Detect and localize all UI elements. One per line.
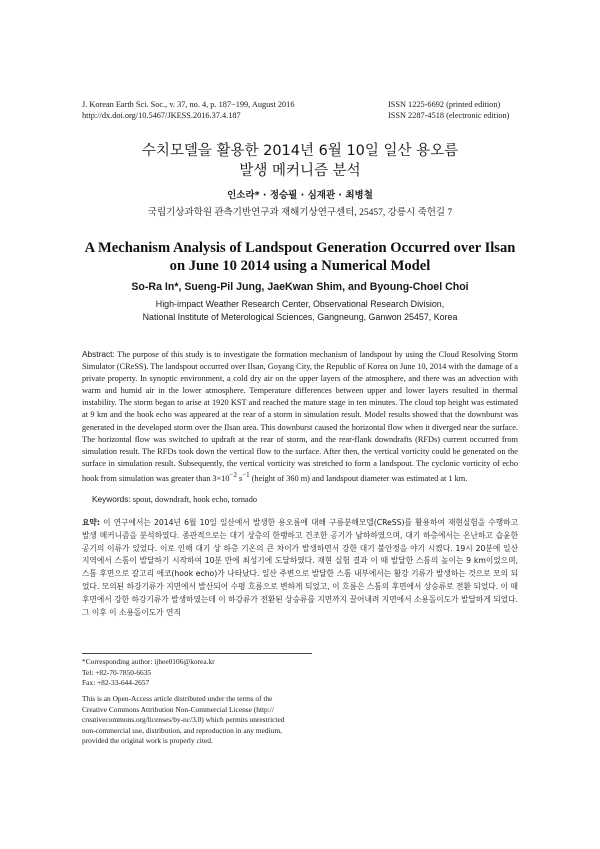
journal-citation: J. Korean Earth Sci. Soc., v. 37, no. 4, p. 187−199, August 2016 [82, 100, 295, 109]
english-title-line2: on June 10 2014 using a Numerical Model [169, 257, 431, 274]
license-line: Creative Commons Attribution Non-Commercial License (http:// [82, 704, 274, 714]
issn-print: ISSN 1225-6692 (printed edition) [388, 100, 501, 109]
issn-header [388, 99, 509, 121]
license-line: non-commercial use, distribution, and reproduction in any medium, [82, 725, 282, 735]
corresponding-author-tel: Tel: +82-70-7850-6635 [82, 667, 152, 677]
license-line: This is an Open-Access article distributed under the terms of the [82, 694, 273, 703]
abstract-exponent: −2 [229, 471, 237, 479]
journal-header [82, 99, 294, 121]
keywords [92, 494, 518, 504]
english-affiliation-line1: High-impact Weather Research Center, Observational Research Division, [155, 299, 445, 309]
english-affiliation [0, 298, 600, 323]
license-line: creativecommons.org/licenses/by-nc/3.0) which permits unrestricted [82, 715, 285, 725]
license-line: provided the original work is properly cited. [82, 736, 213, 746]
english-title-line1: A Mechanism Analysis of Landspout Generation Occurred over Ilsan [84, 240, 516, 256]
corresponding-author-footnote [82, 653, 312, 689]
keywords-label: Keywords: [92, 494, 131, 504]
issn-electronic: ISSN 2287-4518 (electronic edition) [388, 111, 510, 121]
english-title [0, 240, 600, 275]
korean-abstract-text: 이 연구에서는 2014년 6월 10일 일산에서 발생한 용오름에 대해 구름분해모델(CReSS)를 활용하여 재현실험을 수행하고 발생 메커니즘을 분석하였다. 종관적으로는 대기 상층의 한랭하고 건조한 공기가 남하하였으며, 대기 하층에서는 온난하고 습윤한 공기의 이류가 있었다. 이로 인해 대기 상 하층 기온의 큰 차이가 발생하면서 강한 대기 불안정을 야기 시켰다. 19시 20분에 일산 지역에서 스톰이 발달하기 시작하여 10분 만에 최성기에 도달하였다. 재현 실험 결과 이 때 발달한 스톰의 높이는 9 km이었으며, 스톰 후면으로 갈고리 에코(hook echo)가 나타났다. 일산 주변으로 발달한 스톰 내부에서는 활강 기류가 발생하는 것으로 모의 되었다. 모의된 하강기류가 지면에서 발산되어 수평 흐름으로 변하게 되었고, 이 흐름은 스톰의 후면에서 상승류로 전환 되었다. 이 때 후면에서 강한 하강기류가 발생하였는데 이 하강류가 전환된 상승류를 지면까지 끌어내려 지면에서 소용돌이도가 발달하게 되었다. 그 이후 이 소용돌이도가 연직 [82, 518, 518, 617]
license-notice [82, 694, 312, 747]
abstract-label: Abstract: [82, 349, 115, 359]
abstract-text: The purpose of this study is to investigate the formation mechanism of landspout by using the Cloud Resolving Storm Simulator (CReSS). The landspout occurred over Ilsan, Goyang City, the Republic of Korea on June 10, 2014 with the damage of a private property. In synoptic environment, a cold dry air on the upper layers of the atmosphere, and there was an advection with warm and humid air in the lower atmosphere. Temperature differences between upper and lower layers resulted in thermal instability. The storm began to arise at 1920 KST and reached the mature stage in ten minutes. The cloud top height was estimated at 9 km and the hook echo was appeared at the rear of a storm in simulation result. Model results showed that the downburst was generated in the developed storm over the Ilsan area. This downburst caused the horizontal flow when it diverged near the surface. The horizontal flow was switched to updraft at the rear of storm, and the rear-flank downdrafts (RFDs) current occurred from simulation result. The RFDs took down the vertical flow to the surface. After then, the vertical vorticity could be generated on the surface in simulation result. Subsequently, the vertical vorticity was stretched to form a landspout. The cyclonic vorticity of echo hook from simulation was greater than 3×10 [82, 350, 518, 483]
korean-title-line2: 발생 메커니즘 분석 [239, 163, 361, 179]
english-abstract [82, 348, 518, 485]
korean-abstract [82, 517, 518, 619]
abstract-unit: s [236, 473, 243, 483]
korean-title [0, 141, 600, 181]
corresponding-author-email[interactable]: *Corresponding author: ijhee0106@korea.kr [82, 657, 215, 666]
english-authors: So-Ra In*, Sueng-Pil Jung, JaeKwan Shim, and Byoung-Choel Choi [131, 281, 469, 293]
keywords-text: spout, downdraft, hook echo, tornado [130, 495, 258, 504]
korean-affiliation: 국립기상과학원 관측기반연구과 재해기상연구센터, 25457, 강릉시 죽헌길 7 [147, 208, 453, 218]
abstract-exponent: −1 [242, 471, 250, 479]
english-affiliation-line2: National Institute of Meterological Sciences, Gangneung, Ganwon 25457, Korea [142, 311, 458, 322]
korean-authors: 인소라* · 정승필 · 심재관 · 최병철 [227, 190, 373, 201]
doi-link[interactable]: http://dx.doi.org/10.5467/JKESS.2016.37.4.187 [82, 111, 241, 121]
abstract-text-end: (height of 360 m) and landspout diameter was estimated at 1 km. [249, 473, 468, 483]
korean-abstract-label: 요약: [82, 518, 100, 527]
korean-title-line1: 수치모델을 활용한 2014년 6월 10일 일산 용오름 [141, 143, 459, 159]
corresponding-author-fax: Fax: +82-33-644-2657 [82, 678, 150, 688]
